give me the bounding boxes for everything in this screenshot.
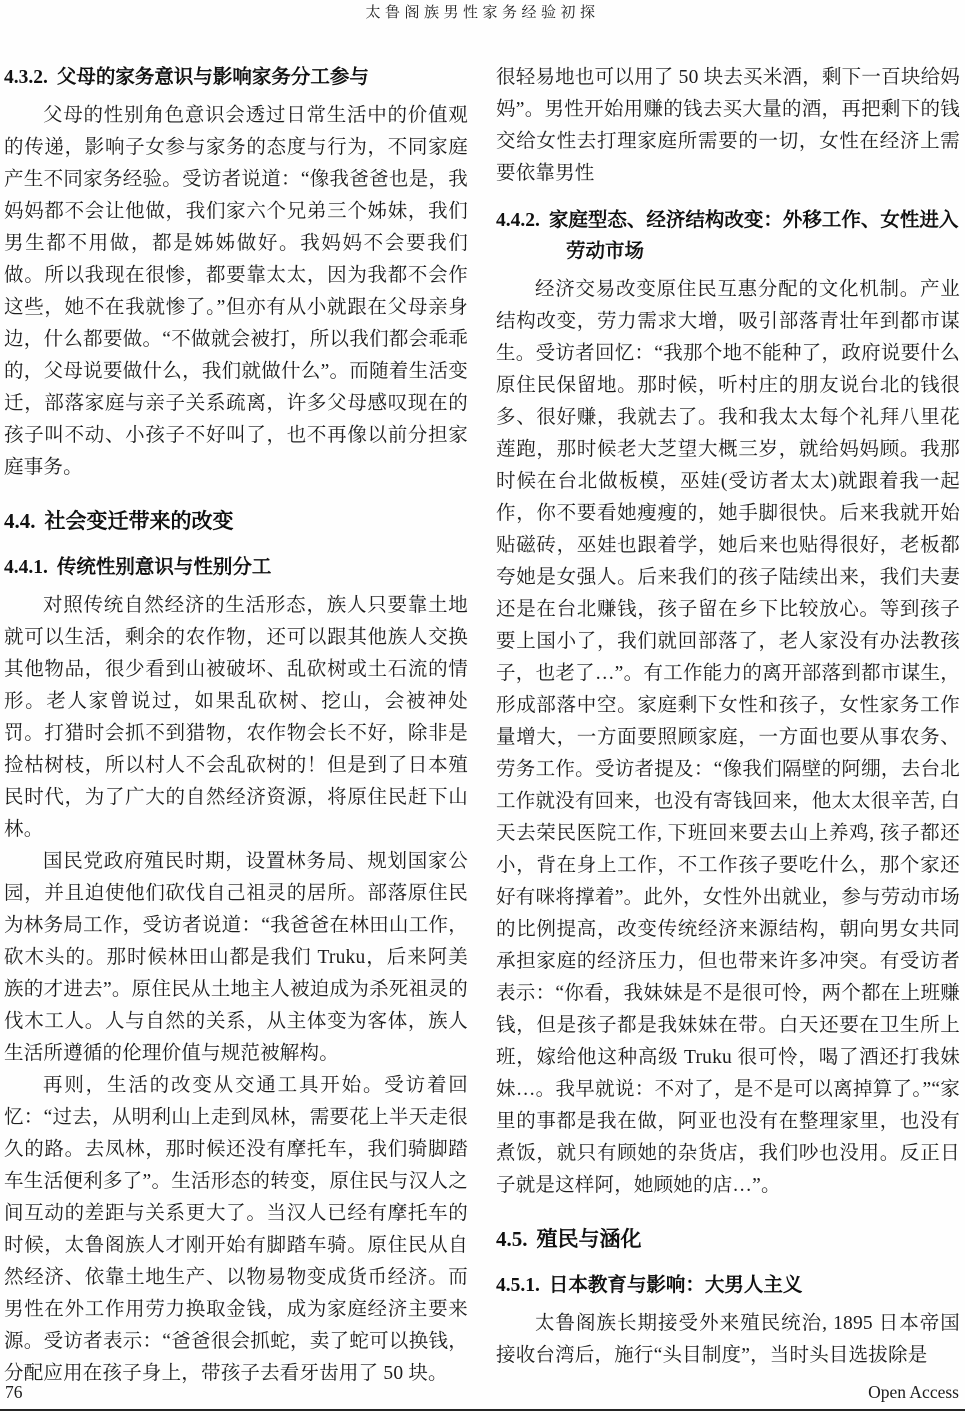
para-transportation-change: 再则，生活的改变从交通工具开始。受访着回忆：“过去，从明利山上走到凤林，需要花上半天走很久的路。去凤林，那时候还没有摩托车，我们骑脚踏车生活便利多了”。生活形态的转变，原住民与汉人之间互动的差距与关系更大了。当汉人已经有摩托车的时候，太鲁阁族人才刚开始有脚踏车骑。原住民从自然经济、依靠土地生产、以物易物变成货币经济。而男性在外工作用劳力换取金钱，成为家庭经济主要来源。受访者表示：“爸爸很会抓蛇，卖了蛇可以换钱，分配应用在孩子身上，带孩子去看牙齿用了 50 块。: [4, 1075, 468, 1384]
section-heading-4-5-1: [496, 1270, 960, 1301]
heading-number: 4.5.1.: [496, 1275, 540, 1296]
heading-title: 父母的家务意识与影响家务分工参与: [56, 66, 369, 88]
running-head-title: 太鲁阁族男性家务经验初探: [365, 5, 600, 21]
heading-title: 社会变迁带来的改变: [44, 510, 234, 533]
section-heading-4-3-2: [4, 62, 468, 93]
para-traditional-economy: 对照传统自然经济的生活形态，族人只要靠土地就可以生活，剩余的农作物，还可以跟其他族人交换其他物品，很少看到山被破坏、乱砍树或土石流的情形。老人家曾说过，如果乱砍树、挖山，会被神处罚。打猎时会抓不到猎物，农作物会长不好，除非是捡枯树枝，所以村人不会乱砍树的！但是到了日本殖民时代，为了广大的自然经济资源，将原住民赶下山林。: [4, 595, 468, 840]
heading-number: 4.3.2.: [4, 67, 48, 88]
column-right: [496, 62, 960, 1390]
open-access-label: Open Access: [868, 1382, 959, 1402]
para-kmt-colonial: 国民党政府殖民时期，设置林务局、规划国家公园，并且迫使他们砍伐自己祖灵的居所。部落原住民为林务局工作，受访者说道：“我爸爸在林田山工作，砍木头的。那时候林田山都是我们 Truku，后来阿美族的才进去”。原住民从土地主人被迫成为杀死祖灵的伐木工人。人与自然的关系，从主体变为客体，族人生活所遵循的伦理价值与规范被解构。: [4, 851, 468, 1064]
para-japanese-rule-intro: 太鲁阁族长期接受外来殖民统治, 1895 日本帝国接收台湾后，施行“头目制度”，当时头目选拔除是: [496, 1313, 960, 1366]
heading-title: 家庭型态、经济结构改变：外移工作、女性进入劳动市场: [548, 209, 959, 262]
heading-number: 4.4.1.: [4, 557, 48, 578]
heading-number: 4.4.2.: [496, 210, 540, 231]
section-heading-4-4-1: [4, 552, 468, 583]
heading-title: 日本教育与影响：大男人主义: [548, 1274, 803, 1296]
section-heading-4-4: [4, 506, 468, 537]
para-parental-values: 父母的性别角色意识会透过日常生活中的价值观的传递，影响子女参与家务的态度与行为，不同家庭产生不同家务经验。受访者说道：“像我爸爸也是，我妈妈都不会让他做，我们家六个兄弟三个姊妹，我们男生都不用做，都是姊姊做好。我妈妈不会要我们做。所以我现在很惨，都要靠太太，因为我都不会作这些，她不在我就惨了。”但亦有从小就跟在父母亲身边，什么都要做。“不做就会被打，所以我们都会乖乖的，父母说要做什么，我们就做什么”。而随着生活变迁，部落家庭与亲子关系疏离，许多父母感叹现在的孩子叫不动、小孩子不好叫了，也不再像以前分担家庭事务。: [4, 105, 468, 478]
section-heading-4-4-2: [496, 205, 960, 267]
para-economic-structure: 经济交易改变原住民互惠分配的文化机制。产业结构改变，劳力需求大增，吸引部落青壮年到都市谋生。受访者回忆：“我那个地不能种了，政府说要什么原住民保留地。那时候，听村庄的朋友说台北的钱很多、很好赚，我就去了。我和我太太每个礼拜八里花莲跑，那时候老大芝望大概三岁，就给妈妈顾。我那时候在台北做板模，巫娃(受访者太太)就跟着我一起作，你不要看她瘦瘦的，她手脚很快。后来我就开始贴磁砖，巫娃也跟着学，她后来也贴得很好，老板都夸她是女强人。后来我们的孩子陆续出来，我们夫妻还是在台北赚钱，孩子留在乡下比较放心。等到孩子要上国小了，我们就回部落了，老人家没有办法教孩子，也老了…”。有工作能力的离开部落到都市谋生，形成部落中空。家庭剩下女性和孩子，女性家务工作量增大，一方面要照顾家庭，一方面也要从事农务、劳务工作。受访者提及：“像我们隔壁的阿绷，去台北工作就没有回来，也没有寄钱回来，他太太很辛苦, 白天去荣民医院工作, 下班回来要去山上养鸡, 孩子都还小，背在身上工作，不工作孩子要吃什么，那个家还好有咪将撑着”。此外，女性外出就业，参与劳动市场的比例提高，改变传统经济来源结构，朝向男女共同承担家庭的经济压力，但也带来许多冲突。有受访者表示：“你看，我妹妹是不是很可怜，两个都在上班赚钱，但是孩子都是我妹妹在带。白天还要在卫生所上班，嫁给他这种高级 Truku 很可怜，喝了酒还打我妹妹…。我早就说：不对了，是不是可以离掉算了。”“家里的事都是我在做，阿亚也没有在整理家里，也没有煮饭，就只有顾她的杂货店，我们吵也没用。反正日子就是这样阿，她顾她的店…”。: [496, 279, 960, 1196]
heading-title: 殖民与涵化: [536, 1228, 642, 1251]
two-column-body: [4, 62, 960, 1390]
heading-number: 4.5.: [496, 1227, 528, 1251]
heading-number: 4.4.: [4, 509, 36, 533]
section-heading-4-5: [496, 1224, 960, 1255]
heading-title: 传统性别意识与性别分工: [56, 556, 272, 578]
column-left: [4, 62, 468, 1390]
page-footer: [5, 1382, 959, 1403]
para-money-continuation: 很轻易地也可以用了 50 块去买米酒，剩下一百块给妈妈”。男性开始用赚的钱去买大量的酒，再把剩下的钱交给女性去打理家庭所需要的一切，女性在经济上需要依靠男性: [496, 67, 960, 184]
footer-rule: [0, 1409, 965, 1411]
page-number: 76: [5, 1382, 23, 1402]
